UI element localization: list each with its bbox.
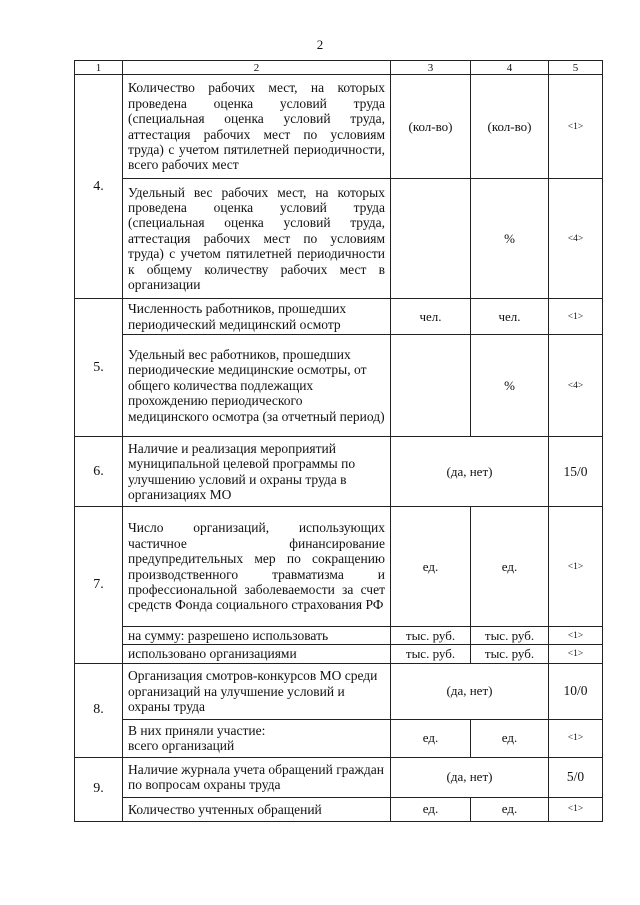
score-cell: 10/0 — [549, 663, 603, 719]
header-row — [75, 61, 603, 75]
unit-col-4: ед. — [471, 719, 549, 757]
score-cell: <4> — [549, 179, 603, 299]
unit-col-4: тыс. руб. — [471, 627, 549, 645]
description-line-2: всего организаций — [128, 738, 235, 754]
table-row — [75, 179, 603, 299]
score-cell: <1> — [549, 507, 603, 627]
unit-col-3: ед. — [391, 507, 471, 627]
unit-merged: (да, нет) — [391, 757, 549, 797]
unit-col-3: (кол-во) — [391, 75, 471, 179]
unit-col-4: чел. — [471, 299, 549, 335]
row-number: 7. — [75, 507, 123, 664]
unit-col-4: (кол-во) — [471, 75, 549, 179]
score-cell: <1> — [549, 645, 603, 663]
header-col-3: 3 — [391, 61, 471, 75]
unit-col-4: ед. — [471, 507, 549, 627]
indicator-description: Число организаций, использующих частичное финансирование предупредительных мер по сокращению производственного травматизма и профессиональной заболеваемости за счет средств Фонда социального страхования РФ — [123, 507, 391, 627]
table-row — [75, 299, 603, 335]
indicator-description: Удельный вес рабочих мест, на которых проведена оценка условий труда (специальная оценка условий труда, аттестация рабочих мест по условиям труда) с учетом пятилетней периодичности к общему количеству рабочих мест в организации — [123, 179, 391, 299]
header-col-4: 4 — [471, 61, 549, 75]
indicator-description: Численность работников, прошедших периодический медицинский осмотр — [123, 299, 391, 335]
unit-col-4: тыс. руб. — [471, 645, 549, 663]
header-col-5: 5 — [549, 61, 603, 75]
table-row — [75, 797, 603, 821]
empty-cell — [391, 335, 471, 437]
unit-col-3: тыс. руб. — [391, 627, 471, 645]
score-cell: <1> — [549, 299, 603, 335]
table-row — [75, 627, 603, 645]
unit-col-3: ед. — [391, 797, 471, 821]
indicator-description: использовано организациями — [123, 645, 391, 663]
description-line-1: В них приняли участие: — [128, 722, 266, 738]
indicator-description: Удельный вес работников, прошедших периодические медицинские осмотры, от общего количества подлежащих прохождению периодического медицинского осмотра (за отчетный период) — [123, 335, 391, 437]
table-row — [75, 757, 603, 797]
unit-col-3: ед. — [391, 719, 471, 757]
score-cell: 5/0 — [549, 757, 603, 797]
score-cell: <1> — [549, 797, 603, 821]
indicators-table — [74, 60, 603, 822]
score-cell: <1> — [549, 627, 603, 645]
unit-col-3: тыс. руб. — [391, 645, 471, 663]
score-cell: <4> — [549, 335, 603, 437]
table-row — [75, 719, 603, 757]
table-row — [75, 507, 603, 627]
indicator-description: Наличие журнала учета обращений граждан по вопросам охраны труда — [123, 757, 391, 797]
score-cell: 15/0 — [549, 437, 603, 507]
header-col-1: 1 — [75, 61, 123, 75]
indicator-description: Организация смотров-конкурсов МО среди организаций на улучшение условий и охраны труда — [123, 663, 391, 719]
unit-merged: (да, нет) — [391, 437, 549, 507]
table-row — [75, 645, 603, 663]
indicator-description: Наличие и реализация мероприятий муниципальной целевой программы по улучшению условий и охраны труда в организациях МО — [123, 437, 391, 507]
indicator-description: на сумму: разрешено использовать — [123, 627, 391, 645]
table-row — [75, 335, 603, 437]
score-cell: <1> — [549, 75, 603, 179]
unit-merged: (да, нет) — [391, 663, 549, 719]
table-row — [75, 75, 603, 179]
empty-cell — [391, 179, 471, 299]
table-row — [75, 437, 603, 507]
row-number: 4. — [75, 75, 123, 299]
header-col-2: 2 — [123, 61, 391, 75]
score-cell: <1> — [549, 719, 603, 757]
row-number: 8. — [75, 663, 123, 757]
unit-col-4: % — [471, 179, 549, 299]
unit-col-4: % — [471, 335, 549, 437]
table-row — [75, 663, 603, 719]
row-number: 9. — [75, 757, 123, 821]
indicator-description: Количество рабочих мест, на которых проведена оценка условий труда (специальная оценка условий труда, аттестация рабочих мест по условиям труда) с учетом пятилетней периодичности, всего рабочих мест — [123, 75, 391, 179]
row-number: 6. — [75, 437, 123, 507]
unit-col-3: чел. — [391, 299, 471, 335]
indicator-description: Количество учтенных обращений — [123, 797, 391, 821]
unit-col-4: ед. — [471, 797, 549, 821]
page-number: 2 — [316, 37, 324, 52]
row-number: 5. — [75, 299, 123, 437]
indicator-description — [123, 719, 391, 757]
